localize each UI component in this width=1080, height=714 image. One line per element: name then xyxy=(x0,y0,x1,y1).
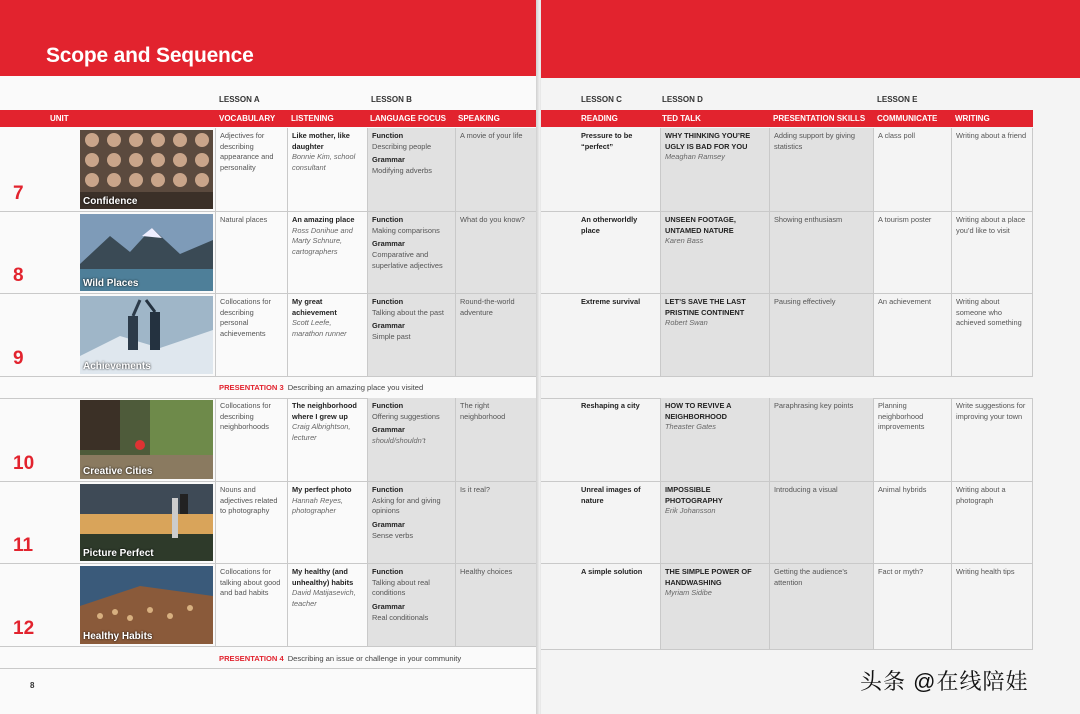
unit-row-8 xyxy=(0,212,538,294)
function-text: Talking about real conditions xyxy=(372,577,430,598)
grammar-label: Grammar xyxy=(372,239,405,249)
vocabulary-cell: Adjectives for describing appearance and personality xyxy=(215,128,287,211)
reading-cell xyxy=(577,294,660,376)
grammar-label: Grammar xyxy=(372,520,405,530)
street-photo xyxy=(80,400,213,479)
function-label: Function xyxy=(372,215,404,224)
ted-title: THE SIMPLE POWER OF HANDWASHING xyxy=(665,567,752,587)
speaking-cell: What do you know? xyxy=(455,212,538,293)
grammar-label: Grammar xyxy=(372,602,405,612)
grammar-label: Grammar xyxy=(372,321,405,331)
unit-name: Creative Cities xyxy=(83,466,153,477)
language-focus-cell xyxy=(367,398,455,481)
listening-cell xyxy=(287,398,367,481)
listening-cell xyxy=(287,564,367,646)
unit-row-12-right xyxy=(541,564,1033,650)
reading-text: Pressure to be “perfect” xyxy=(581,131,633,151)
function-text: Describing people xyxy=(372,141,432,151)
col-communicate: COMMUNICATE xyxy=(877,114,938,123)
page-title: Scope and Sequence xyxy=(46,44,254,67)
ted-title: UNSEEN FOOTAGE, UNTAMED NATURE xyxy=(665,215,736,235)
function-text: Asking for and giving opinions xyxy=(372,495,441,516)
unit-row-8-right xyxy=(541,212,1033,294)
col-vocabulary: VOCABULARY xyxy=(219,114,276,123)
ted-speaker: Karen Bass xyxy=(665,236,704,246)
ted-title: HOW TO REVIVE A NEIGHBORHOOD xyxy=(665,401,732,421)
ted-talk-cell xyxy=(660,212,769,293)
function-label: Function xyxy=(372,401,404,410)
language-focus-cell xyxy=(367,564,455,646)
unit-name: Healthy Habits xyxy=(83,631,153,642)
unit-name: Confidence xyxy=(83,196,138,207)
presentation-3-row-right xyxy=(541,376,1033,399)
unit-number: 11 xyxy=(13,535,34,556)
listening-speaker: Hannah Reyes, photographer xyxy=(292,495,343,516)
faces-grid-photo xyxy=(80,130,213,209)
ted-title: LET’S SAVE THE LAST PRISTINE CONTINENT xyxy=(665,297,746,317)
col-unit: UNIT xyxy=(50,114,69,123)
vocabulary-cell: Collocations for describing personal achievements xyxy=(215,294,287,376)
grammar-text: Modifying adverbs xyxy=(372,166,432,176)
ted-talk-cell xyxy=(660,564,769,649)
listening-title: The neighborhood where I grew up xyxy=(292,401,357,421)
presentation-4-row xyxy=(0,647,538,669)
presentation-text: Describing an issue or challenge in your community xyxy=(287,654,462,663)
right-header-band xyxy=(541,0,1080,78)
ted-talk-cell xyxy=(660,294,769,376)
listening-title: My great achievement xyxy=(292,297,337,317)
lesson-b-header: LESSON B xyxy=(371,95,412,104)
grammar-label: Grammar xyxy=(372,155,405,165)
unit-name: Achievements xyxy=(83,361,151,372)
listening-title: Like mother, like daughter xyxy=(292,131,350,151)
reading-text: An otherworldly place xyxy=(581,215,638,235)
writing-cell: Writing about a photograph xyxy=(951,482,1033,563)
unit-row-7 xyxy=(0,128,538,212)
listening-title: An amazing place xyxy=(292,215,355,224)
listening-speaker: Ross Donihue and Marty Schnure, cartographers xyxy=(292,225,353,257)
lesson-a-header: LESSON A xyxy=(219,95,260,104)
writing-cell: Writing health tips xyxy=(951,564,1033,649)
mountain-lake-photo xyxy=(80,214,213,291)
language-focus-cell xyxy=(367,128,455,211)
listening-cell xyxy=(287,128,367,211)
unit-row-11 xyxy=(0,482,538,564)
presentation-skill-cell: Introducing a visual xyxy=(769,482,873,563)
ted-speaker: Myriam Sidibe xyxy=(665,588,712,598)
speaking-cell: Round-the-world adventure xyxy=(455,294,538,376)
writing-cell: Writing about a place you’d like to visit xyxy=(951,212,1033,293)
listening-cell xyxy=(287,482,367,563)
col-ted-talk: TED TALK xyxy=(662,114,701,123)
unit-row-7-right xyxy=(541,128,1033,212)
ted-speaker: Erik Johansson xyxy=(665,506,716,516)
col-reading: READING xyxy=(581,114,618,123)
ted-speaker: Robert Swan xyxy=(665,318,708,328)
communicate-cell: A class poll xyxy=(873,128,951,211)
grammar-text: Simple past xyxy=(372,332,411,342)
ted-talk-cell xyxy=(660,128,769,211)
presentation-label: PRESENTATION 3 xyxy=(219,383,284,392)
writing-cell: Writing about someone who achieved something xyxy=(951,294,1033,376)
reading-cell xyxy=(577,564,660,649)
presentation-skill-cell: Adding support by giving statistics xyxy=(769,128,873,211)
language-focus-cell xyxy=(367,294,455,376)
left-column-header-bar xyxy=(0,110,538,127)
grammar-text: Comparative and superlative adjectives xyxy=(372,250,443,270)
listening-speaker: Bonnie Kim, school consultant xyxy=(292,152,356,173)
col-listening: LISTENING xyxy=(291,114,334,123)
reading-text: Reshaping a city xyxy=(581,401,640,410)
col-speaking: SPEAKING xyxy=(458,114,500,123)
left-page xyxy=(0,0,538,714)
listening-title: My healthy (and unhealthy) habits xyxy=(292,567,354,587)
unit-number: 8 xyxy=(13,265,24,286)
unit-row-9 xyxy=(0,294,538,377)
function-label: Function xyxy=(372,297,404,306)
unit-row-9-right xyxy=(541,294,1033,377)
speaking-cell: Healthy choices xyxy=(455,564,538,646)
grammar-text: Real conditionals xyxy=(372,612,429,622)
presentation-skill-cell: Showing enthusiasm xyxy=(769,212,873,293)
crowd-photo xyxy=(80,566,213,644)
unit-number: 7 xyxy=(13,183,24,204)
speaking-cell: A movie of your life xyxy=(455,128,538,211)
ted-speaker: Meaghan Ramsey xyxy=(665,152,725,162)
ted-title: IMPOSSIBLE PHOTOGRAPHY xyxy=(665,485,723,505)
listening-speaker: David Matijasevich, teacher xyxy=(292,588,356,609)
presentation-skill-cell: Paraphrasing key points xyxy=(769,398,873,481)
presentation-skill-cell: Getting the audience’s attention xyxy=(769,564,873,649)
vocabulary-cell: Collocations for talking about good and bad habits xyxy=(215,564,287,646)
language-focus-cell xyxy=(367,212,455,293)
presentation-label: PRESENTATION 4 xyxy=(219,654,284,663)
reading-cell xyxy=(577,128,660,211)
grammar-label: Grammar xyxy=(372,425,405,435)
language-focus-cell xyxy=(367,482,455,563)
page-number: 8 xyxy=(30,681,35,690)
unit-number: 9 xyxy=(13,348,24,369)
function-text: Making comparisons xyxy=(372,225,440,235)
col-presentation-skills: PRESENTATION SKILLS xyxy=(773,114,866,123)
writing-cell: Writing about a friend xyxy=(951,128,1033,211)
communicate-cell: Fact or myth? xyxy=(873,564,951,649)
ted-speaker: Theaster Gates xyxy=(665,422,716,432)
unit-row-12 xyxy=(0,564,538,647)
communicate-cell: An achievement xyxy=(873,294,951,376)
right-column-header-bar xyxy=(541,110,1033,127)
unit-name: Picture Perfect xyxy=(83,548,154,559)
vocabulary-cell: Collocations for describing neighborhoods xyxy=(215,398,287,481)
ted-talk-cell xyxy=(660,482,769,563)
reading-cell xyxy=(577,212,660,293)
communicate-cell: Animal hybrids xyxy=(873,482,951,563)
presentation-3-row xyxy=(0,376,538,399)
watermark-text: 头条 @在线陪娃 xyxy=(860,669,1029,694)
grammar-text: should/shouldn’t xyxy=(372,436,426,446)
reading-text: Extreme survival xyxy=(581,297,641,306)
vocabulary-cell: Nouns and adjectives related to photography xyxy=(215,482,287,563)
vocabulary-cell: Natural places xyxy=(215,212,287,293)
speaking-cell: Is it real? xyxy=(455,482,538,563)
function-label: Function xyxy=(372,131,404,140)
mountain-summit-photo xyxy=(80,296,213,374)
reading-text: Unreal images of nature xyxy=(581,485,641,505)
lesson-e-header: LESSON E xyxy=(877,95,918,104)
reading-cell xyxy=(577,482,660,563)
ted-talk-cell xyxy=(660,398,769,481)
lesson-c-header: LESSON C xyxy=(581,95,622,104)
writing-cell: Write suggestions for improving your town xyxy=(951,398,1033,481)
communicate-cell: Planning neighborhood improvements xyxy=(873,398,951,481)
communicate-cell: A tourism poster xyxy=(873,212,951,293)
grammar-text: Sense verbs xyxy=(372,530,414,540)
reading-text: A simple solution xyxy=(581,567,643,576)
listening-speaker: Craig Albrightson, lecturer xyxy=(292,422,351,443)
col-language-focus: LANGUAGE FOCUS xyxy=(370,114,446,123)
listening-title: My perfect photo xyxy=(292,485,352,494)
unit-row-10 xyxy=(0,398,538,482)
unit-number: 10 xyxy=(13,453,35,474)
function-text: Offering suggestions xyxy=(372,411,440,421)
unit-row-10-right xyxy=(541,398,1033,482)
ted-title: WHY THINKING YOU’RE UGLY IS BAD FOR YOU xyxy=(665,131,751,151)
speaking-cell: The right neighborhood xyxy=(455,398,538,481)
photographer-photo xyxy=(80,484,213,561)
function-label: Function xyxy=(372,485,404,494)
function-text: Talking about the past xyxy=(372,307,444,317)
listening-cell xyxy=(287,212,367,293)
listening-speaker: Scott Leefe, marathon runner xyxy=(292,318,347,339)
col-writing: WRITING xyxy=(955,114,990,123)
reading-cell xyxy=(577,398,660,481)
unit-row-11-right xyxy=(541,482,1033,564)
presentation-skill-cell: Pausing effectively xyxy=(769,294,873,376)
right-page xyxy=(541,0,1080,714)
unit-number: 12 xyxy=(13,618,35,639)
presentation-text: Describing an amazing place you visited xyxy=(287,383,424,392)
unit-name: Wild Places xyxy=(83,278,139,289)
lesson-d-header: LESSON D xyxy=(662,95,703,104)
listening-cell xyxy=(287,294,367,376)
function-label: Function xyxy=(372,567,404,576)
